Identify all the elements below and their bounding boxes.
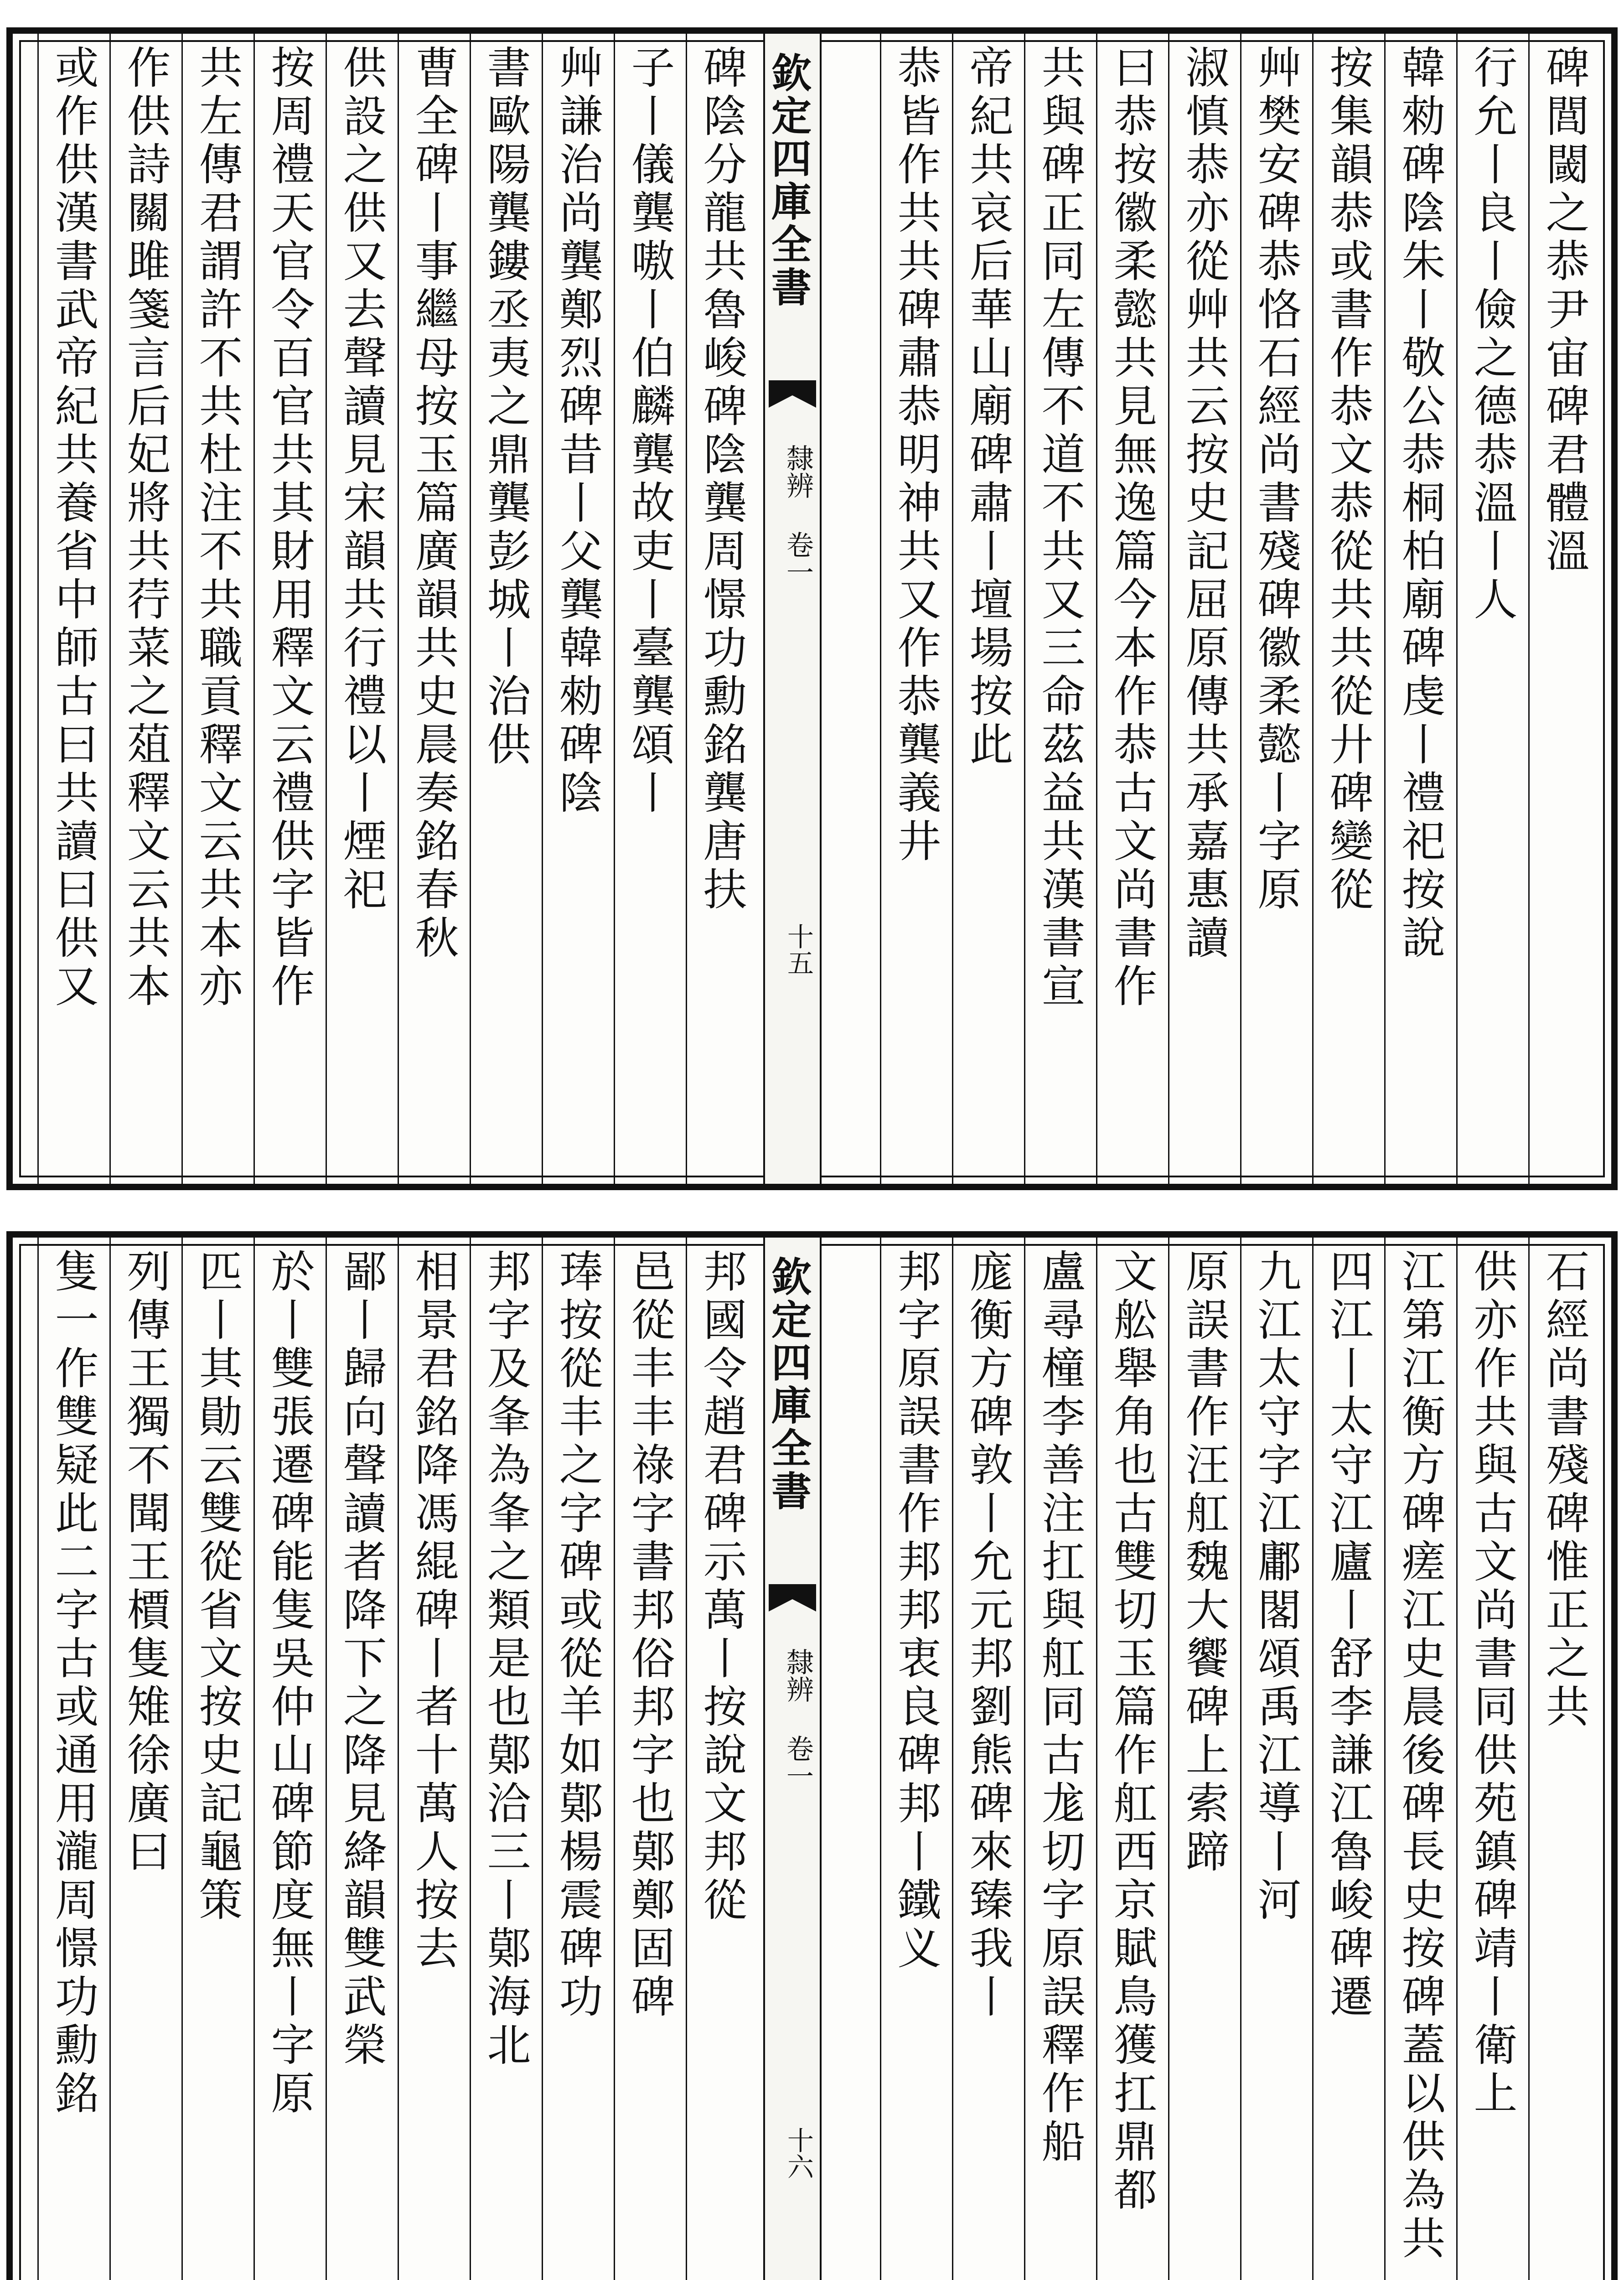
- column-rule: [542, 1238, 543, 2280]
- text-column: 或作供漢書武帝紀共養省中師古曰共讀曰供又: [48, 45, 99, 1011]
- strip-page-number: 十五: [783, 923, 814, 976]
- text-column: 列傳王獨不聞王檟隻雉徐廣曰: [120, 1249, 171, 1877]
- column-rule: [253, 34, 255, 1184]
- column-rule: [1240, 34, 1241, 1184]
- column-rule: [253, 1238, 255, 2280]
- top-page-block: [6, 27, 1618, 1190]
- column-rule: [614, 1238, 615, 2280]
- column-rule: [1384, 34, 1386, 1184]
- text-column: 曰恭按徽柔懿共見無逸篇今本作恭古文尚書作: [1107, 45, 1158, 1011]
- column-rule: [470, 1238, 471, 2280]
- text-column: 匹丨其勛云雙從省文按史記龜策: [192, 1249, 243, 1925]
- bottom-center-strip: [763, 1238, 822, 2280]
- text-column: 子丨儀龔嗷丨伯麟龔故吏丨臺龔頌丨: [624, 45, 675, 818]
- text-column: 作供詩關雎箋言后妃將共荇菜之葅釋文云共本: [120, 45, 171, 1011]
- text-column: 相景君銘降馮緄碑丨者十萬人按去: [408, 1249, 459, 1974]
- text-column: 淑慎恭亦從艸共云按史記屈原傳共承嘉惠讀: [1179, 45, 1230, 963]
- column-rule: [1528, 34, 1530, 1184]
- strip-page-number: 十六: [783, 2127, 814, 2180]
- column-rule: [952, 34, 953, 1184]
- text-column: 書歐陽龔鏤丞夷之鼎龔彭城丨治供: [480, 45, 531, 770]
- text-column: 韓勑碑陰朱丨敬公恭桐柏廟碑虔丨禮祀按說: [1395, 45, 1446, 963]
- text-column: 共與碑正同左傳不道不共又三命茲益共漢書宣: [1034, 45, 1086, 1011]
- bottom-page-block: [6, 1231, 1618, 2280]
- text-column: 曹全碑丨事繼母按玉篇廣韻共史晨奏銘春秋: [408, 45, 459, 963]
- column-rule: [1528, 1238, 1530, 2280]
- text-column: 文舩舉角也古雙切玉篇作舡西京賦鳥獲扛鼎都: [1107, 1249, 1158, 2215]
- column-rule: [109, 34, 111, 1184]
- text-column: 於丨雙張遷碑能隻吳仲山碑節度無丨字原: [264, 1249, 315, 2119]
- text-column: 隻一作雙疑此二字古或通用瀧周憬功勳銘: [48, 1249, 99, 2119]
- column-rule: [181, 1238, 183, 2280]
- column-rule: [1384, 1238, 1386, 2280]
- column-rule: [1024, 34, 1025, 1184]
- column-rule: [952, 1238, 953, 2280]
- text-column: 鄙丨歸向聲讀者降下之降見絳韻雙武榮: [336, 1249, 387, 2070]
- column-rule: [1168, 1238, 1169, 2280]
- column-rule: [326, 34, 327, 1184]
- column-rule: [37, 1238, 39, 2280]
- column-rule: [1456, 1238, 1458, 2280]
- text-column: 江第江衡方碑瘥江史晨後碑長史按碑蓋以供為共: [1395, 1249, 1446, 2264]
- column-rule: [542, 34, 543, 1184]
- column-rule: [181, 34, 183, 1184]
- text-column: 共左傳君謂許不共杜注不共職貢釋文云共本亦: [192, 45, 243, 1011]
- text-column: 艸樊安碑恭恪石經尚書殘碑徽柔懿丨字原: [1251, 45, 1302, 915]
- text-column: 碑閭閾之恭尹宙碑君體溫: [1539, 45, 1590, 576]
- fishtail-mark-icon: [769, 1584, 816, 1612]
- text-column: 琫按從丰之字碑或從羊如鄚楊震碑功: [552, 1249, 603, 2022]
- text-column: 碑陰分龍共魯峻碑陰龔周憬功勳銘龔唐扶: [696, 45, 747, 915]
- text-column: 邦字原誤書作邦邦衷良碑邦丨鐵义: [890, 1249, 941, 1974]
- text-column: 恭皆作共共碑肅恭明神共又作恭龔義井: [890, 45, 941, 866]
- text-column: 庬衡方碑敦丨允元邦劉熊碑來臻我丨: [962, 1249, 1014, 2022]
- strip-volume: 隸辨 卷一: [782, 1648, 814, 1789]
- column-rule: [686, 34, 687, 1184]
- column-rule: [326, 1238, 327, 2280]
- column-rule: [1096, 34, 1097, 1184]
- column-rule: [1240, 1238, 1241, 2280]
- column-rule: [1312, 1238, 1314, 2280]
- column-rule: [1168, 34, 1169, 1184]
- column-rule: [37, 34, 39, 1184]
- column-rule: [1024, 1238, 1025, 2280]
- strip-volume: 隸辨 卷一: [782, 444, 814, 586]
- column-rule: [880, 1238, 881, 2280]
- column-rule: [614, 34, 615, 1184]
- text-column: 四江丨太守江廬丨舒李謙江魯峻碑遷: [1323, 1249, 1374, 2022]
- text-column: 供設之供又去聲讀見宋韻共行禮以丨煙祀: [336, 45, 387, 915]
- text-column: 盧尋橦李善注扛與舡同古尨切字原誤釋作船: [1034, 1249, 1086, 2167]
- text-column: 供亦作共與古文尚書同供苑鎮碑靖丨衛上: [1467, 1249, 1518, 2119]
- text-column: 九江太守字江鄘閣頌禹江導丨河: [1251, 1249, 1302, 1925]
- column-rule: [1312, 34, 1314, 1184]
- top-center-strip: [763, 34, 822, 1184]
- column-rule: [686, 1238, 687, 2280]
- text-column: 石經尚書殘碑惟正之共: [1539, 1249, 1590, 1732]
- column-rule: [398, 34, 399, 1184]
- column-rule: [470, 34, 471, 1184]
- text-column: 邑從丰丰祿字書邦俗邦字也鄚鄭固碑: [624, 1249, 675, 2022]
- strip-title: 欽定四庫全書: [765, 52, 812, 309]
- text-column: 邦國令趙君碑示萬丨按說文邦從: [696, 1249, 747, 1925]
- column-rule: [109, 1238, 111, 2280]
- text-column: 按集韻恭或書作恭文恭從共共從廾碑變從: [1323, 45, 1374, 915]
- column-rule: [398, 1238, 399, 2280]
- text-column: 艸謙治尚龔鄭烈碑昔丨父龔韓勑碑陰: [552, 45, 603, 818]
- strip-title: 欽定四庫全書: [765, 1256, 812, 1513]
- text-column: 帝紀共哀后華山廟碑肅丨壇場按此: [962, 45, 1014, 770]
- column-rule: [1096, 1238, 1097, 2280]
- text-column: 行允丨良丨儉之德恭溫丨人: [1467, 45, 1518, 625]
- text-column: 按周禮天官令百官共其財用釋文云禮供字皆作: [264, 45, 315, 1011]
- fishtail-mark-icon: [769, 380, 816, 408]
- column-rule: [1456, 34, 1458, 1184]
- column-rule: [880, 34, 881, 1184]
- text-column: 邦字及夆為夆之類是也鄚洽三丨鄚海北: [480, 1249, 531, 2070]
- text-column: 原誤書作汪舡魏大饗碑上索蹄: [1179, 1249, 1230, 1877]
